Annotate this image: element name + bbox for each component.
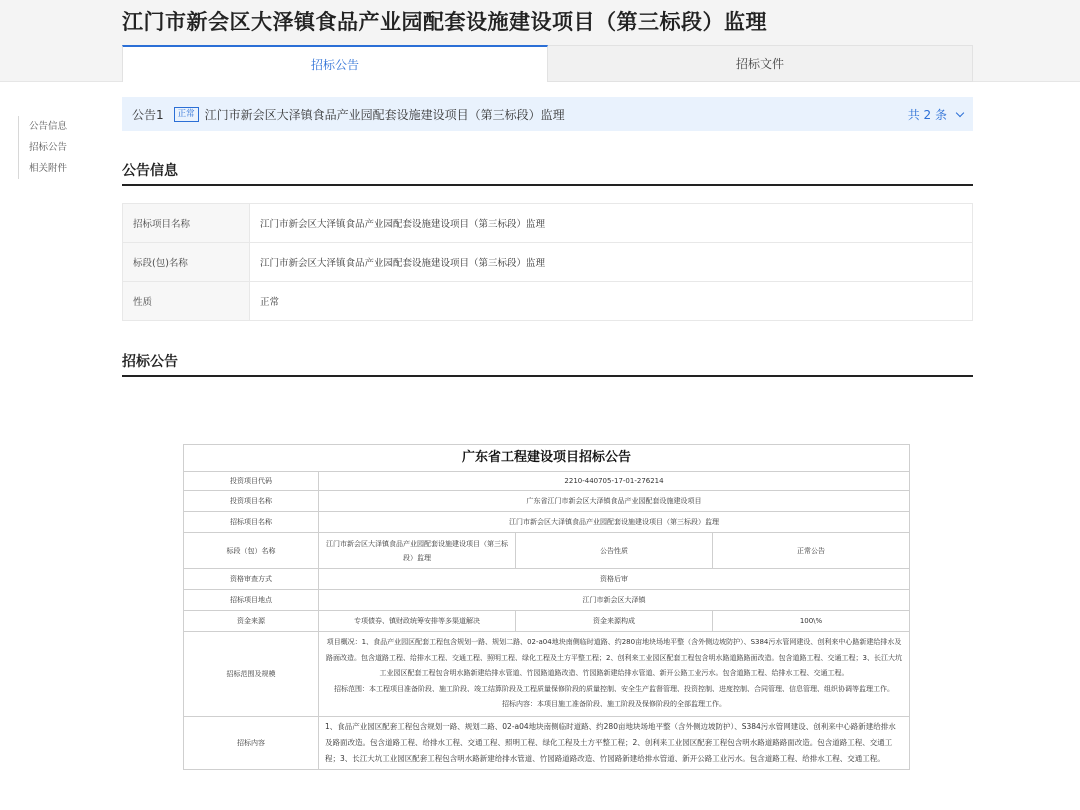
table-row	[184, 512, 910, 533]
table-row	[184, 632, 910, 717]
doc-label: 招标范围及规模	[184, 632, 319, 717]
table-row	[184, 716, 910, 769]
table-row	[123, 204, 973, 243]
page-title: 江门市新会区大泽镇食品产业园配套设施建设项目（第三标段）监理	[122, 10, 767, 34]
doc-label: 投资项目名称	[184, 491, 319, 512]
status-badge: 正常	[174, 107, 199, 122]
doc-label: 投资项目代码	[184, 472, 319, 491]
table-row	[184, 491, 910, 512]
doc-label: 资格审查方式	[184, 569, 319, 590]
table-row	[184, 590, 910, 611]
chevron-down-icon[interactable]	[956, 108, 964, 116]
info-label: 招标项目名称	[123, 204, 250, 243]
doc-scope-content: 招标内容：本项目施工准备阶段、施工阶段及保修阶段的全部监理工作。	[502, 700, 726, 708]
sidenav-item-info[interactable]: 公告信息	[29, 121, 68, 132]
info-value: 江门市新会区大泽镇食品产业园配套设施建设项目（第三标段）监理	[250, 243, 973, 282]
doc-scope-cell	[319, 632, 910, 717]
notice-document	[183, 444, 910, 770]
section-heading-info: 公告信息	[122, 160, 973, 186]
announcement-title: 江门市新会区大泽镇食品产业园配套设施建设项目（第三标段）监理	[204, 107, 565, 122]
announcement-count-label: 共 2 条	[907, 107, 947, 122]
announcement-selector[interactable]	[122, 97, 973, 131]
table-row	[184, 533, 910, 569]
doc-label: 标段（包）名称	[184, 533, 319, 569]
doc-scope-overview: 项目概况：1、食品产业园区配套工程包含规划一路、规划二路、02-a04地块南侧临时道路、约280亩地块场地平整（含外侧边坡防护）、S384污水管网建设、创利来中心路新建给排水及路面改造。包含道路工程、给排水工程、交通工程、照明工程、绿化工程及土方平整工程；2、创利来工业园区配套工程包含明水路道路路面改造。包含道路工程、交通工程；3、长江大坑工业园区配套工程包含明水路新建给排水管道、竹园路道路改造、竹园路新建给排水管道、新开公路工业污水。包含道路工程、给排水工程、交通工程。	[326, 638, 902, 677]
tab-documents[interactable]: 招标文件	[548, 45, 973, 82]
tab-bar	[122, 45, 973, 82]
tab-notice[interactable]: 招标公告	[122, 45, 548, 82]
side-nav	[18, 116, 67, 179]
doc-value: 江门市新会区大泽镇食品产业园配套设施建设项目（第三标段）监理	[319, 512, 910, 533]
announcement-count[interactable]	[908, 106, 963, 123]
doc-value: 1、食品产业园区配套工程包含规划一路、规划二路、02-a04地块南侧临时道路、约280亩地块场地平整（含外侧边坡防护）、S384污水管网建设、创利来中心路新建给排水及路面改造。包含道路工程、给排水工程、交通工程、照明工程、绿化工程及土方平整工程；2、创利来工业园区配套工程包含明水路道路路面改造。包含道路工程、交通工程；3、长江大坑工业园区配套工程包含明水路新建给排水管道、竹园路道路改造、竹园路新建给排水管道、新开公路工业污水。包含道路工程、给排水工程、交通工程。	[319, 716, 910, 769]
page-header	[0, 0, 1080, 82]
doc-label: 公告性质	[516, 533, 713, 569]
info-label: 性质	[123, 282, 250, 321]
section-heading-notice: 招标公告	[122, 351, 973, 377]
doc-value: 广东省江门市新会区大泽镇食品产业园配套设施建设项目	[319, 491, 910, 512]
table-row	[184, 611, 910, 632]
info-value: 江门市新会区大泽镇食品产业园配套设施建设项目（第三标段）监理	[250, 204, 973, 243]
doc-label: 资金来源构成	[516, 611, 713, 632]
table-row	[184, 472, 910, 491]
doc-scope-range: 招标范围：本工程项目准备阶段、施工阶段、竣工结算阶段及工程质量保修阶段的质量控制、安全生产监督管理、投资控制、进度控制、合同管理、信息管理、组织协调等监理工作。	[334, 684, 894, 693]
doc-label: 招标项目名称	[184, 512, 319, 533]
doc-label: 招标项目地点	[184, 590, 319, 611]
doc-value: 资格后审	[319, 569, 910, 590]
doc-value: 江门市新会区大泽镇食品产业园配套设施建设项目（第三标段）监理	[319, 533, 516, 569]
document-table	[183, 471, 910, 770]
info-label: 标段(包)名称	[123, 243, 250, 282]
announcement-index: 公告1	[132, 107, 164, 122]
doc-value: 正常公告	[713, 533, 910, 569]
doc-value: 江门市新会区大泽镇	[319, 590, 910, 611]
table-row	[123, 282, 973, 321]
doc-value: 2210-440705-17-01-276214	[319, 472, 910, 491]
table-row	[184, 569, 910, 590]
table-row	[123, 243, 973, 282]
doc-label: 招标内容	[184, 716, 319, 769]
doc-label: 资金来源	[184, 611, 319, 632]
document-title: 广东省工程建设项目招标公告	[183, 444, 910, 471]
sidenav-item-notice[interactable]: 招标公告	[29, 142, 68, 153]
doc-value: 专项债券、镇财政统筹安排等多渠道解决	[319, 611, 516, 632]
info-table	[122, 203, 973, 321]
sidenav-item-attachments[interactable]: 相关附件	[29, 163, 68, 174]
doc-value: 100\%	[713, 611, 910, 632]
info-value: 正常	[250, 282, 973, 321]
